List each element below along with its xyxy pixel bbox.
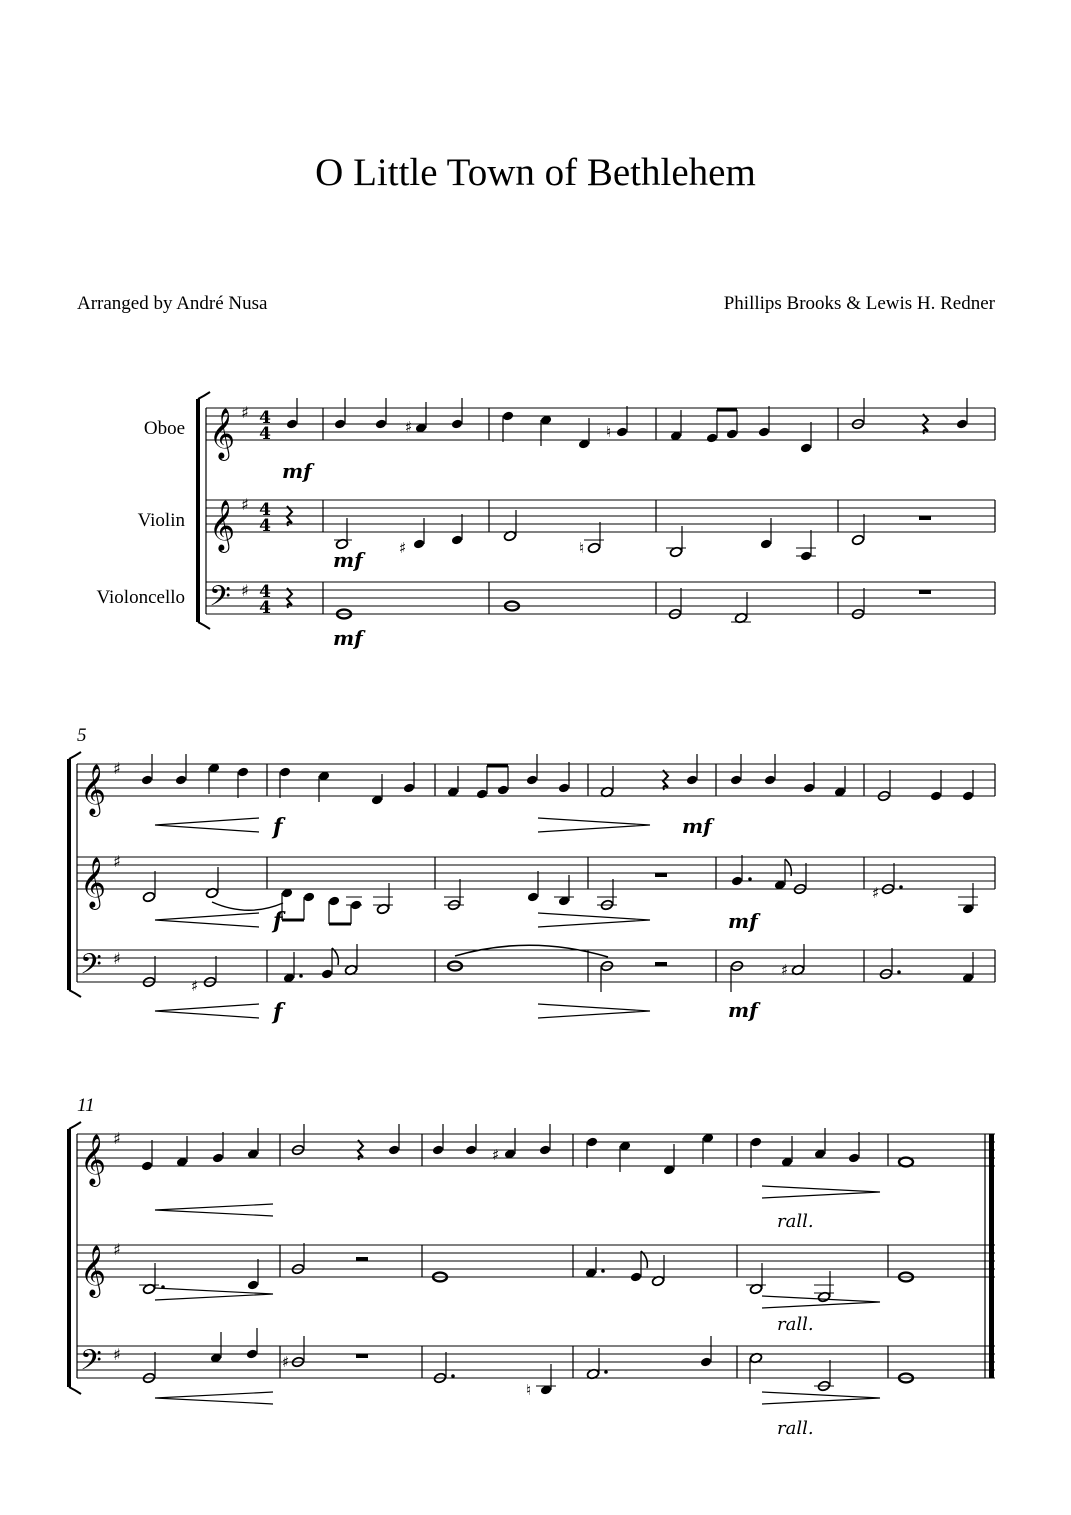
rall-marking: rall. xyxy=(777,1211,814,1232)
dynamic-mf: mf xyxy=(728,998,758,1022)
svg-text:♯: ♯ xyxy=(282,1353,290,1371)
measure-number-11: 11 xyxy=(77,1095,95,1116)
dynamic-f: f xyxy=(273,999,283,1025)
svg-text:4: 4 xyxy=(259,424,271,444)
oboe-notes-system-1 xyxy=(286,398,968,453)
svg-text:♯: ♯ xyxy=(113,759,121,778)
svg-text:♯: ♯ xyxy=(399,539,407,557)
svg-text:♯: ♯ xyxy=(241,403,249,422)
svg-text:♯: ♯ xyxy=(781,961,789,979)
arranger-credit: Arranged by André Nusa xyxy=(77,293,268,314)
svg-text:♯: ♯ xyxy=(241,581,249,600)
rall-marking: rall. xyxy=(777,1418,814,1439)
treble-clef-icon: 𝄞 xyxy=(209,408,236,459)
dynamic-mf: mf xyxy=(282,459,312,483)
treble-clef-icon: 𝄞 xyxy=(80,857,107,908)
svg-text:♮: ♮ xyxy=(526,1381,532,1399)
bass-clef-icon: 𝄢 xyxy=(209,580,231,620)
instrument-label-violoncello: Violoncello xyxy=(96,587,185,608)
svg-text:♯: ♯ xyxy=(191,977,199,995)
svg-text:♯: ♯ xyxy=(872,884,880,902)
instrument-label-oboe: Oboe xyxy=(143,418,185,439)
score-title: O Little Town of Bethlehem xyxy=(315,151,756,194)
svg-text:♯: ♯ xyxy=(113,1240,121,1259)
svg-text:♯: ♯ xyxy=(113,1129,121,1148)
dynamic-mf: mf xyxy=(728,909,758,933)
treble-clef-icon: 𝄞 xyxy=(80,764,107,815)
treble-clef-icon: 𝄞 xyxy=(80,1134,107,1185)
dynamic-mf: mf xyxy=(333,548,363,572)
svg-text:♮: ♮ xyxy=(606,423,612,441)
composer-credit: Phillips Brooks & Lewis H. Redner xyxy=(723,293,995,314)
svg-text:♯: ♯ xyxy=(241,495,249,514)
svg-text:♮: ♮ xyxy=(579,539,585,557)
bass-clef-icon: 𝄢 xyxy=(80,948,102,988)
treble-clef-icon: 𝄞 xyxy=(80,1245,107,1296)
dynamic-f: f xyxy=(273,814,283,840)
svg-text:4: 4 xyxy=(259,516,271,536)
svg-text:♯: ♯ xyxy=(113,949,121,968)
svg-text:♯: ♯ xyxy=(405,418,413,436)
svg-text:♯: ♯ xyxy=(492,1146,500,1164)
system-1 xyxy=(96,392,995,650)
svg-text:4: 4 xyxy=(259,598,271,618)
svg-text:4: 4 xyxy=(259,582,271,602)
svg-text:♯: ♯ xyxy=(113,852,121,871)
system-3 xyxy=(69,1095,995,1439)
cello-notes-system-3 xyxy=(142,1328,913,1399)
measure-number-5: 5 xyxy=(77,725,87,746)
dynamic-mf: mf xyxy=(333,626,363,650)
violin-notes-system-1 xyxy=(287,506,931,561)
instrument-label-violin: Violin xyxy=(137,510,185,531)
system-2 xyxy=(69,725,995,1025)
svg-text:♯: ♯ xyxy=(113,1345,121,1364)
violin-notes-system-3 xyxy=(139,1243,913,1303)
treble-clef-icon: 𝄞 xyxy=(209,500,236,551)
final-barline xyxy=(985,1134,994,1378)
svg-text:4: 4 xyxy=(259,408,271,428)
dynamic-mf: mf xyxy=(682,814,712,838)
bass-clef-icon: 𝄢 xyxy=(80,1344,102,1384)
rall-marking: rall. xyxy=(777,1314,814,1335)
svg-text:4: 4 xyxy=(259,500,271,520)
dynamic-f: f xyxy=(273,908,283,934)
